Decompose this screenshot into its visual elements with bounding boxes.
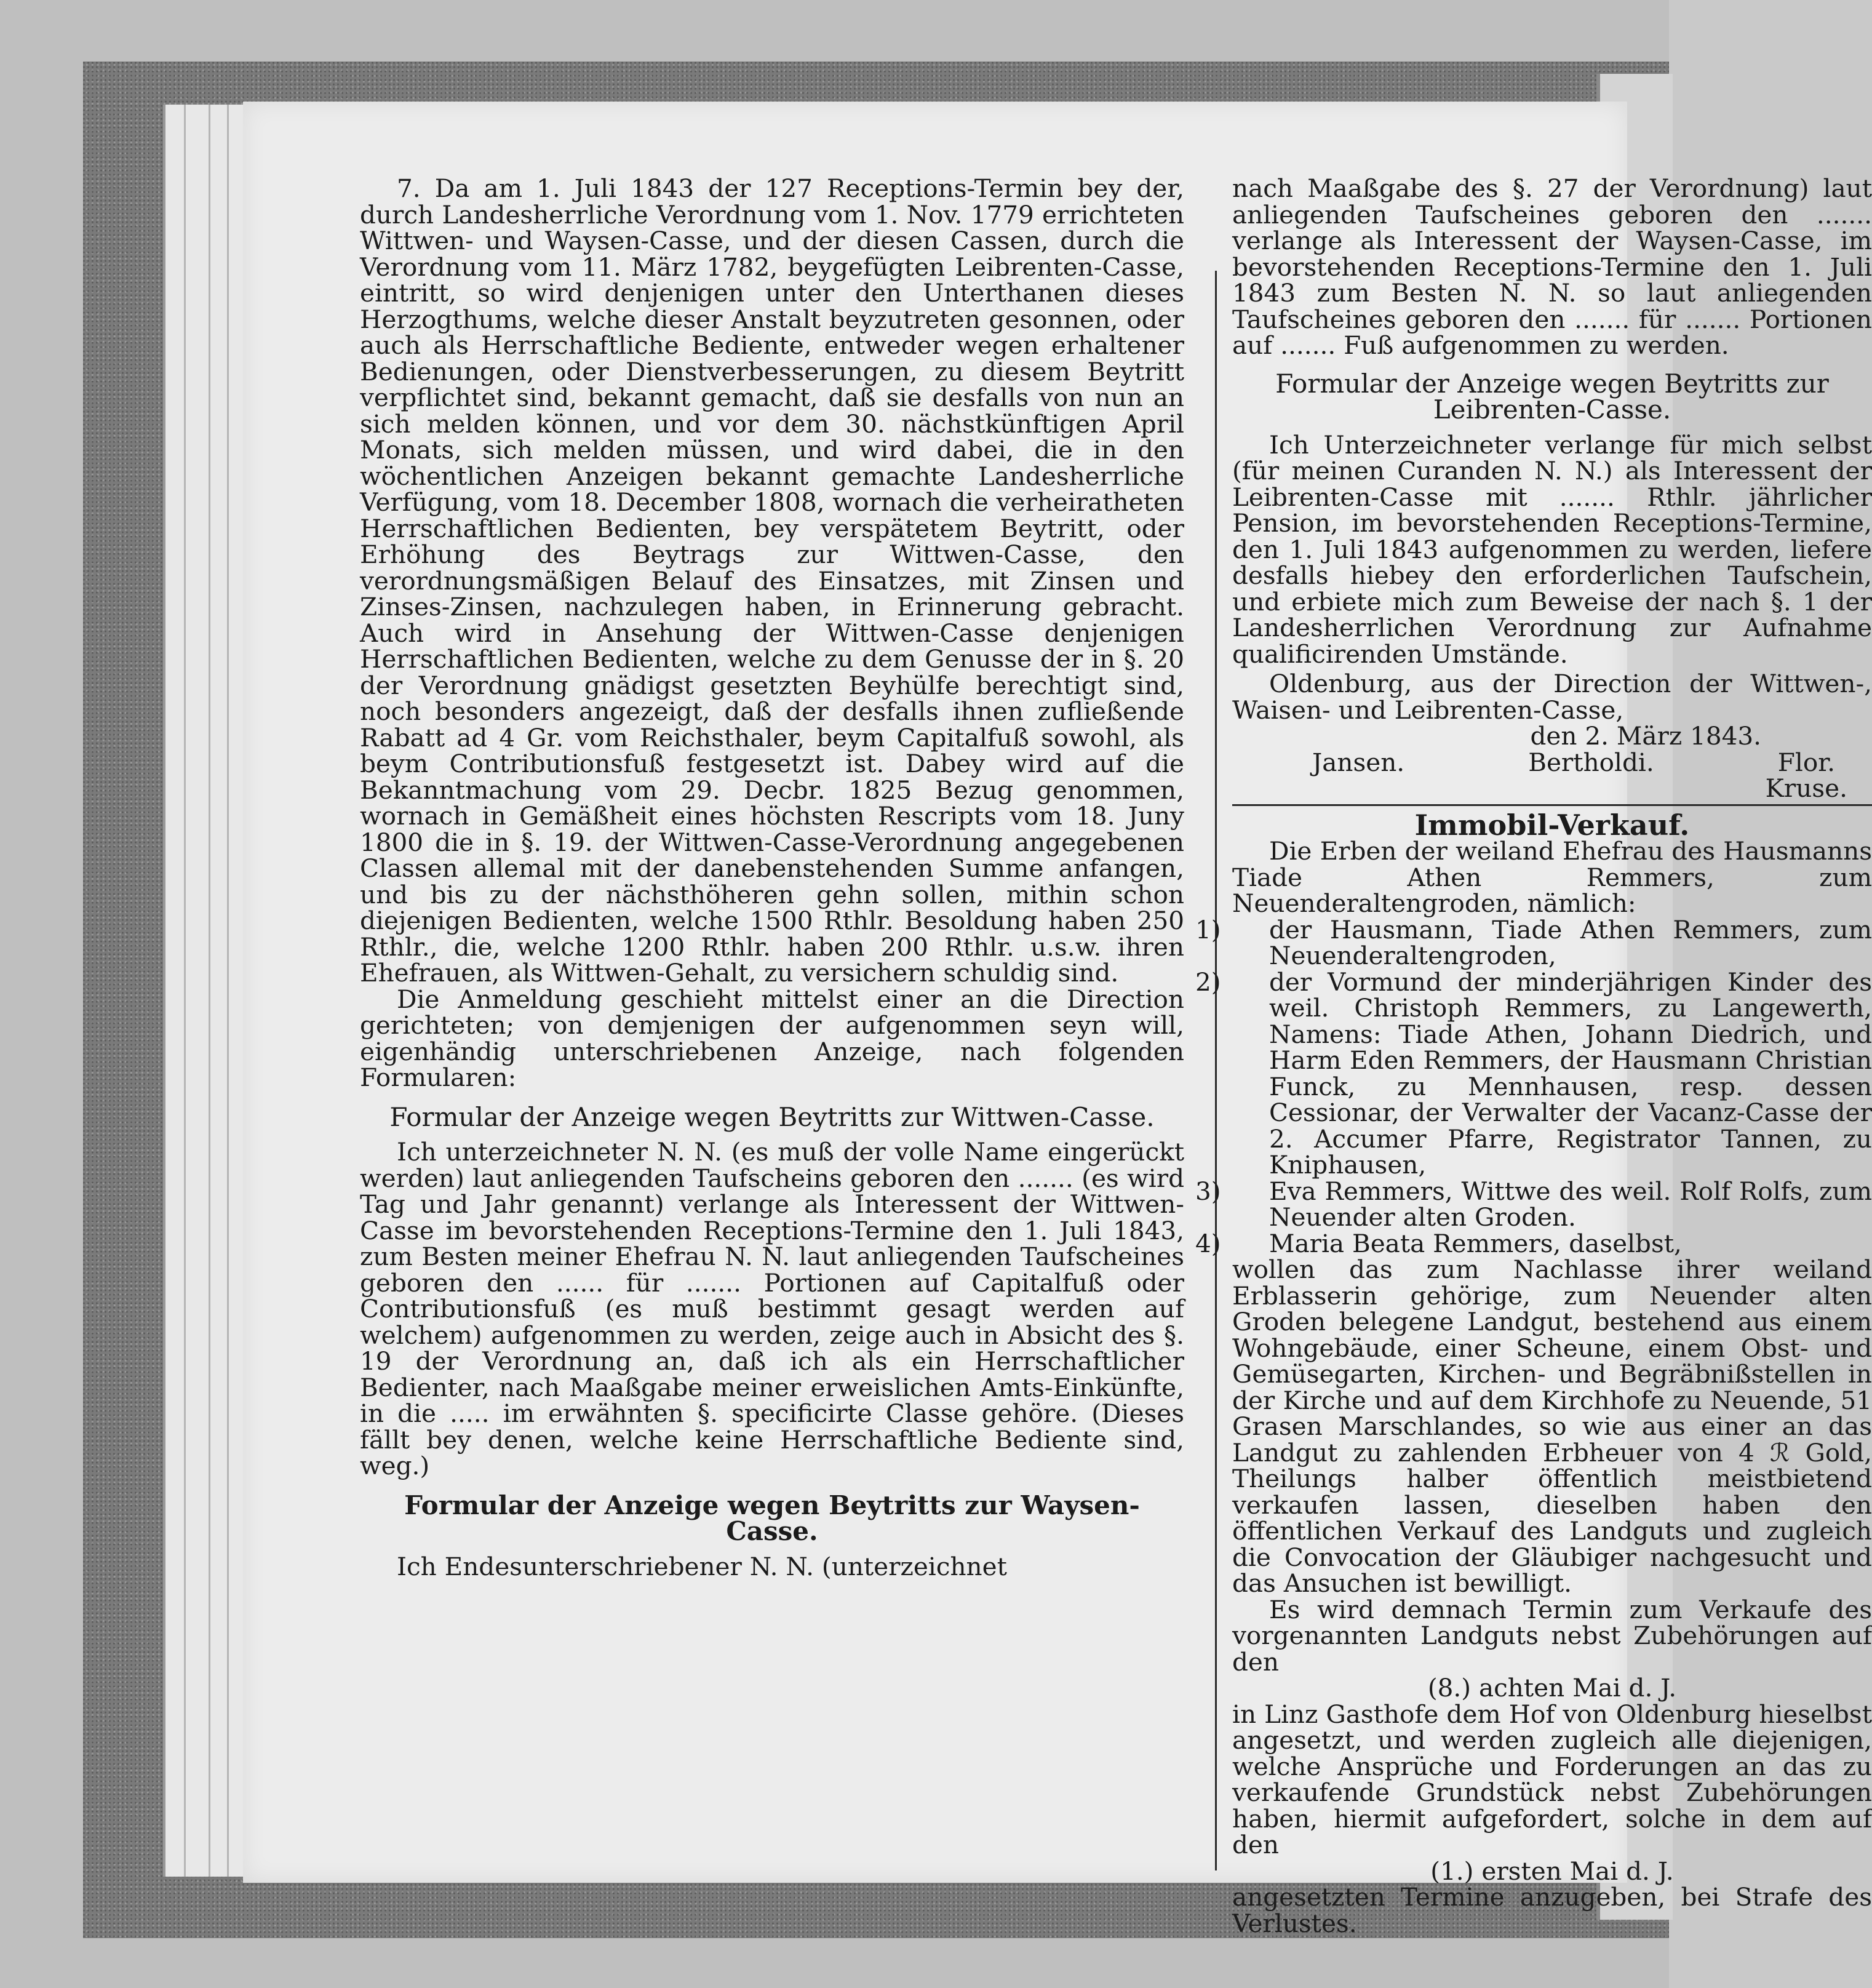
signature-row: [1232, 749, 1872, 776]
paragraph-claims: in Linz Gasthofe dem Hof von Oldenburg hieselbst angesetzt, und werden zugleich alle diejenigen, welche Ansprüche und Forderungen an das zu verkaufende Grundstück nebst Zubehörungen haben, hiermit aufgefordert, solche in dem auf den: [1232, 1699, 1872, 1859]
column-divider: [1215, 271, 1217, 1870]
heading-property-sale: Immobil-Verkauf.: [1414, 808, 1690, 842]
sale-date: (8.) achten Mai d. J.: [1427, 1673, 1677, 1703]
paragraph-sale-details: wollen das zum Nachlasse ihrer weiland Erblasserin gehörige, zum Neuender alten Groden belegene Landgut, bestehend aus einem Wohngebäude, einer Scheune, einem Obst- und Gemüsegarten, Kirchen- und Begräbnißstellen in der Kirche und auf dem Kirchhofe zu Neuende, 51 Grasen Marschlandes, so wie aus einer an das Landgut zu zahlenden Erbheuer von 4 ℛ Gold, Theilungs halber öffentlich meistbietend verkaufen lassen, dieselben haben den öffentlichen Verkauf des Landguts und zugleich die Convocation der Gläubiger nachgesucht und das Ansuchen ist bewilligt.: [1232, 1255, 1872, 1598]
list-item: 1) der Hausmann, Tiade Athen Remmers, zum Neuenderaltengroden,: [1195, 914, 1872, 970]
heading-annuity-form: Formular der Anzeige wegen Beytritts zur Leibrenten-Casse.: [1275, 368, 1829, 425]
date-line: den 2. März 1843.: [1530, 721, 1761, 751]
heading-orphan-form: Formular der Anzeige wegen Beytritts zur Waysen-Casse.: [404, 1490, 1140, 1546]
section-divider: [1232, 804, 1872, 806]
paragraph-penalty: angesetzten Termine anzugeben, bei Strafe des Verlustes.: [1232, 1882, 1872, 1938]
paragraph-term: Es wird demnach Termin zum Verkaufe des vorgenannten Landguts nebst Zubehörungen auf den: [1232, 1594, 1872, 1677]
claims-date: (1.) ersten Mai d. J.: [1430, 1856, 1674, 1886]
right-column: [1195, 174, 1872, 1938]
page-stack-edge: [163, 105, 252, 1877]
signature-jansen: Jansen.: [1312, 747, 1405, 777]
paragraph-orphan-form-start: Ich Endesunterschriebener N. N. (unterzeichnet: [397, 1551, 1007, 1581]
list-item: 3) Eva Remmers, Wittwe des weil. Rolf Rolfs, zum Neuender alten Groden.: [1195, 1176, 1872, 1232]
list-item: 4) Maria Beata Remmers, daselbst,: [1195, 1228, 1682, 1258]
list-item: 2) der Vormund der minderjährigen Kinder des weil. Christoph Remmers, zu Langewerth, Namens: Tiade Athen, Johann Diedrich, und Harm Eden Remmers, der Hausmann Christian Funck, zu Mennhausen, resp. dessen Cessionar, der Verwalter der Vacanz-Casse der 2. Accumer Pfarre, Registrator Tannen, zu Kniphausen,: [1195, 967, 1872, 1180]
paragraph-announcement: 7. Da am 1. Juli 1843 der 127 Receptions-Termin bey der, durch Landesherrliche Verordnung vom 1. Nov. 1779 errichteten Wittwen- und Waysen-Casse, und der diesen Cassen, durch die Verordnung vom 11. März 1782, beygefügten Leibrenten-Casse, eintritt, so wird denjenigen unter den Unterthanen dieses Herzogthums, welche dieser Anstalt beyzutreten gesonnen, oder auch als Herrschaftliche Bediente, entweder wegen erhaltener Bedienungen, oder Dienstverbesserungen, zu diesem Beytritt verpflichtet sind, bekannt gemacht, daß sie desfalls von nun an sich melden können, und vor dem 30. nächstkünftigen April Monats, sich melden müssen, und wird dabei, die in den wöchentlichen Anzeigen bekannt gemachte Landesherrliche Verfügung, vom 18. December 1808, wornach die verheiratheten Herrschaftlichen Bedienten, bey verspätetem Beytritt, oder Erhöhung des Beytrags zur Wittwen-Casse, den verordnungsmäßigen Belauf des Einsatzes, mit Zinsen und Zinses-Zinsen, nachzulegen haben, in Erinnerung gebracht. Auch wird in Ansehung der Wittwen-Casse denjenigen Herrschaftlichen Bedienten, welche zu dem Genusse der in §. 20 der Verordnung gnädigst gesetzten Beyhülfe berechtigt sind, noch besonders angezeigt, daß der desfalls ihnen zufließende Rabatt ad 4 Gr. vom Reichsthaler, beym Capitalfuß sowohl, als beym Contributionsfuß festgesetzt ist. Dabey wird auf die Bekanntmachung vom 29. Decbr. 1825 Bezug genommen, wornach in Gemäßheit eines höchsten Rescripts vom 18. Juny 1800 die in §. 19. der Wittwen-Casse-Verordnung angegebenen Classen allemal mit der danebenstehenden Summe anfangen, und bis zu der nächsthöheren gehn sollen, mithin schon diejenigen Bedienten, welche 1500 Rthlr. Besoldung haben 250 Rthlr., die, welche 1200 Rthlr. haben 200 Rthlr. u.s.w. ihren Ehefrauen, als Wittwen-Gehalt, zu versichern schuldig sind.: [360, 174, 1184, 988]
paragraph-heirs: Die Erben der weiland Ehefrau des Hausmanns Tiade Athen Remmers, zum Neuenderaltengroden, nämlich:: [1232, 836, 1872, 918]
heading-widow-form: Formular der Anzeige wegen Beytritts zur Wittwen-Casse.: [389, 1101, 1155, 1132]
heirs-list: [1195, 914, 1872, 1258]
signature-bertholdi: Bertholdi.: [1528, 747, 1654, 777]
paragraph-widow-form: Ich unterzeichneter N. N. (es muß der volle Name eingerückt werden) laut anliegenden Taufscheins geboren den ....... (es wird Tag und Jahr genannt) verlange als Interessent der Wittwen-Casse im bevorstehenden Receptions-Termine den 1. Juli 1843, zum Besten meiner Ehefrau N. N. laut anliegenden Taufscheines geboren den ...... für ....... Portionen auf Capitalfuß oder Contributionsfuß (es muß bestimmt gesagt werden auf welchem) aufgenommen zu werden, zeige auch in Absicht des §. 19 der Verordnung an, daß ich als ein Herrschaftlicher Bedienter, nach Maaßgabe meiner erweislichen Amts-Einkünfte, in die ..... im erwähnten §. specificirte Classe gehöre. (Dieses fällt bey denen, welche keine Herrschaftliche Bediente sind, weg.): [360, 1137, 1184, 1480]
signature-flor: Flor.: [1777, 747, 1835, 777]
left-column: [360, 175, 1184, 1579]
paragraph-orphan-form-cont: nach Maaßgabe des §. 27 der Verordnung) laut anliegenden Taufscheines geboren den ....... verlange als Interessent der Waysen-Casse, im bevorstehenden Receptions-Termine den 1. Juli 1843 zum Besten N. N. so laut anliegenden Taufscheines geboren den ....... für ....... Portionen auf ....... Fuß aufgenommen zu werden.: [1232, 174, 1872, 360]
paragraph-registration: Die Anmeldung geschieht mittelst einer an die Direction gerichteten; von demjenigen der aufgenommen seyn will, eigenhändig unterschriebenen Anzeige, nach folgenden Formularen:: [360, 984, 1184, 1092]
document-page: [243, 102, 1872, 1938]
place-line: Oldenburg, aus der Direction der Wittwen-, Waisen- und Leibrenten-Casse,: [1232, 669, 1872, 725]
paragraph-annuity-form: Ich Unterzeichneter verlange für mich selbst (für meinen Curanden N. N.) als Interessent der Leibrenten-Casse mit ....... Rthlr. jährlicher Pension, im bevorstehenden Receptions-Termine, den 1. Juli 1843 aufgenommen zu werden, liefere desfalls hiebey den erforderlichen Taufschein, und erbiete mich zum Beweise der nach §. 1 der Landesherrlichen Verordnung zur Aufnahme qualificirenden Umstände.: [1232, 429, 1872, 669]
signature-kruse: Kruse.: [1765, 773, 1847, 803]
